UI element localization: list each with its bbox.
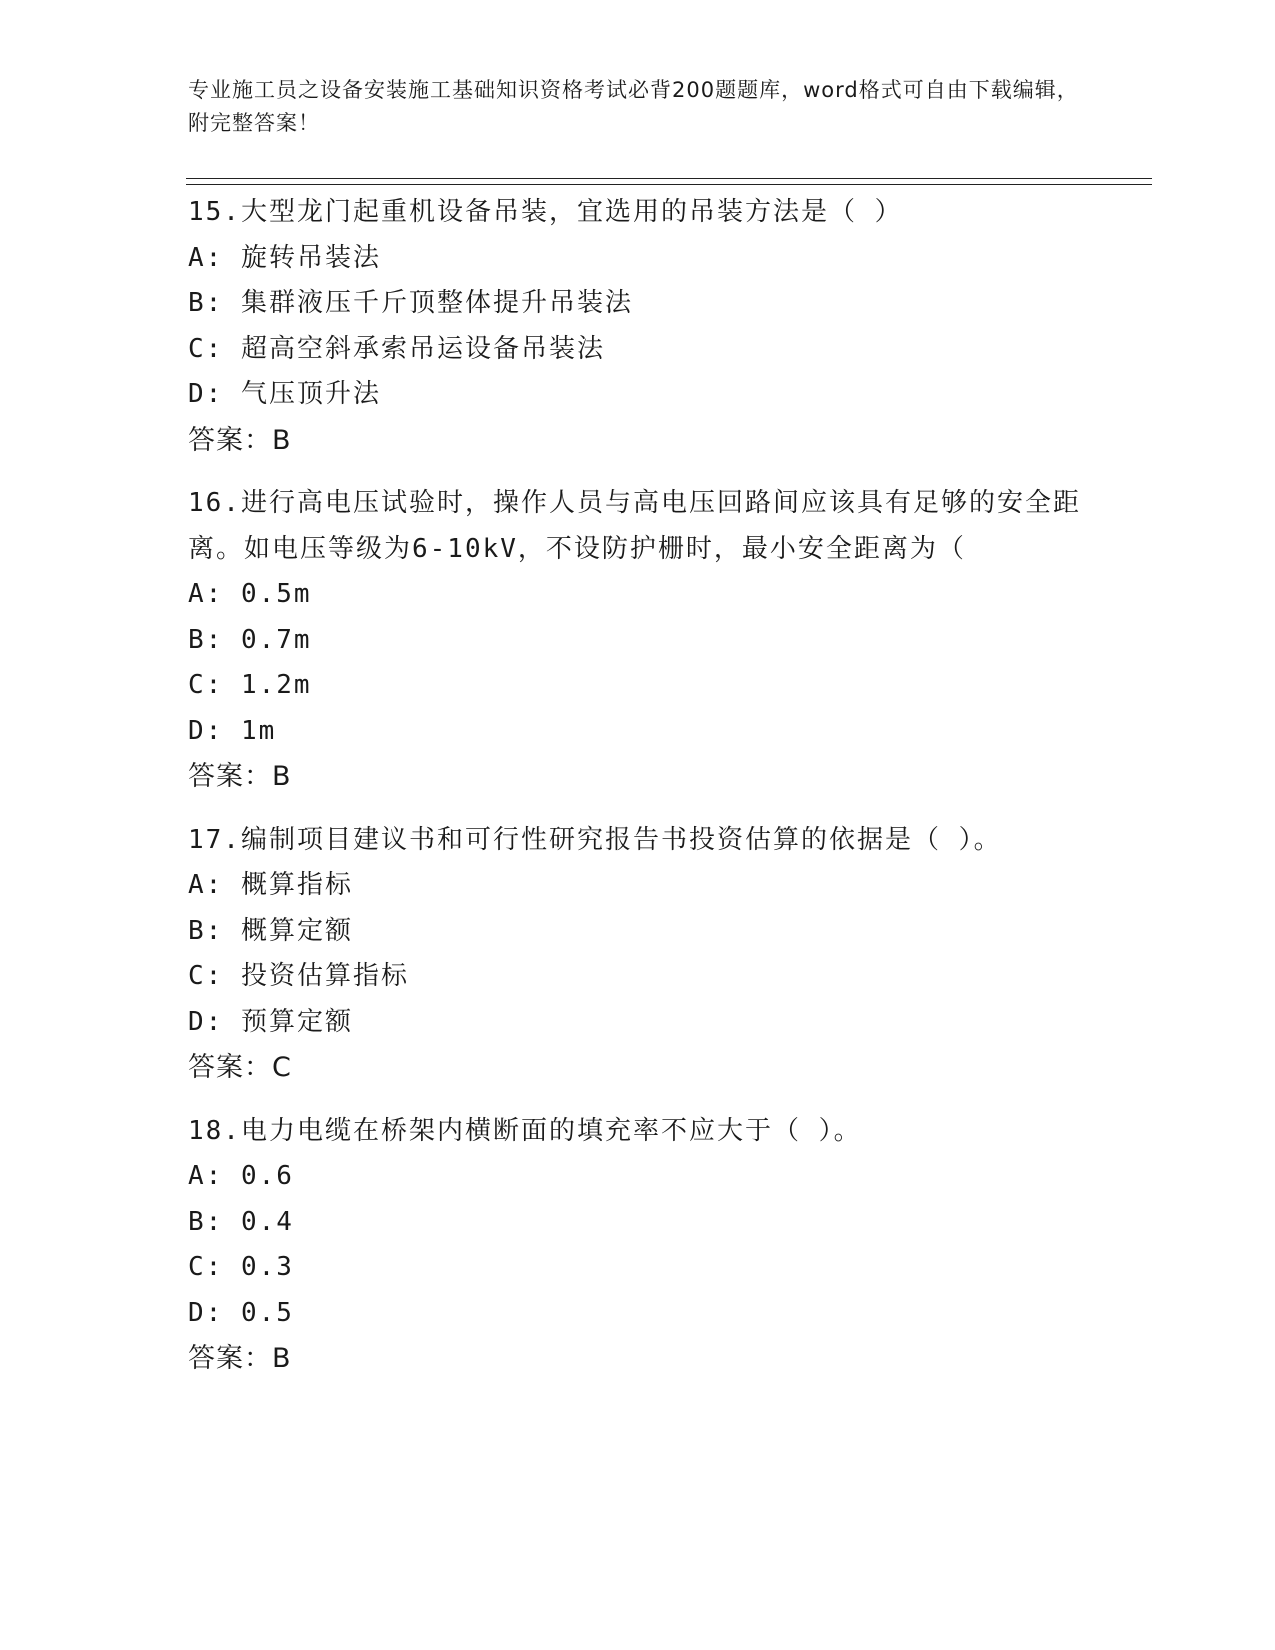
question-16	[188, 481, 1088, 800]
answer-line: 答案：B	[188, 424, 292, 456]
question-stem: 17.编制项目建议书和可行性研究报告书投资估算的依据是（ ）。	[188, 824, 1002, 855]
header-divider-bottom	[186, 184, 1152, 185]
option-d: D: 0.5	[188, 1297, 294, 1328]
option-c: C: 0.3	[188, 1252, 294, 1282]
option-b: B: 0.4	[188, 1206, 294, 1237]
option-a: A: 0.6	[188, 1161, 294, 1191]
question-15	[188, 190, 1088, 463]
header-divider-top	[186, 178, 1152, 179]
option-d: D: 预算定额	[188, 1006, 353, 1037]
option-a: A: 0.5m	[188, 579, 312, 609]
option-a: A: 旋转吊装法	[188, 242, 381, 273]
question-list	[188, 190, 1088, 1400]
option-d: D: 1m	[188, 715, 277, 746]
option-b: B: 集群液压千斤顶整体提升吊装法	[188, 288, 633, 318]
question-18	[188, 1109, 1088, 1382]
question-17	[188, 818, 1088, 1091]
option-c: C: 投资估算指标	[188, 961, 409, 991]
option-a: A: 概算指标	[188, 870, 353, 900]
answer-line: 答案：B	[188, 761, 292, 792]
answer-line: 答案：B	[188, 1343, 292, 1374]
question-stem: 15.大型龙门起重机设备吊装，宜选用的吊装方法是（ ）	[188, 197, 903, 227]
option-c: C: 1.2m	[188, 670, 312, 700]
option-b: B: 0.7m	[188, 624, 312, 655]
question-stem: 18.电力电缆在桥架内横断面的填充率不应大于（ ）。	[188, 1115, 862, 1146]
question-stem: 16.进行高电压试验时，操作人员与高电压回路间应该具有足够的安全距离。如电压等级为6-10kV，不设防护栅时，最小安全距离为（	[188, 488, 1081, 564]
answer-line: 答案：C	[188, 1052, 292, 1083]
option-b: B: 概算定额	[188, 915, 353, 946]
option-d: D: 气压顶升法	[188, 379, 381, 409]
document-header: 专业施工员之设备安装施工基础知识资格考试必背200题题库，word格式可自由下载编辑，附完整答案！	[188, 78, 1079, 135]
option-c: C: 超高空斜承索吊运设备吊装法	[188, 333, 605, 364]
